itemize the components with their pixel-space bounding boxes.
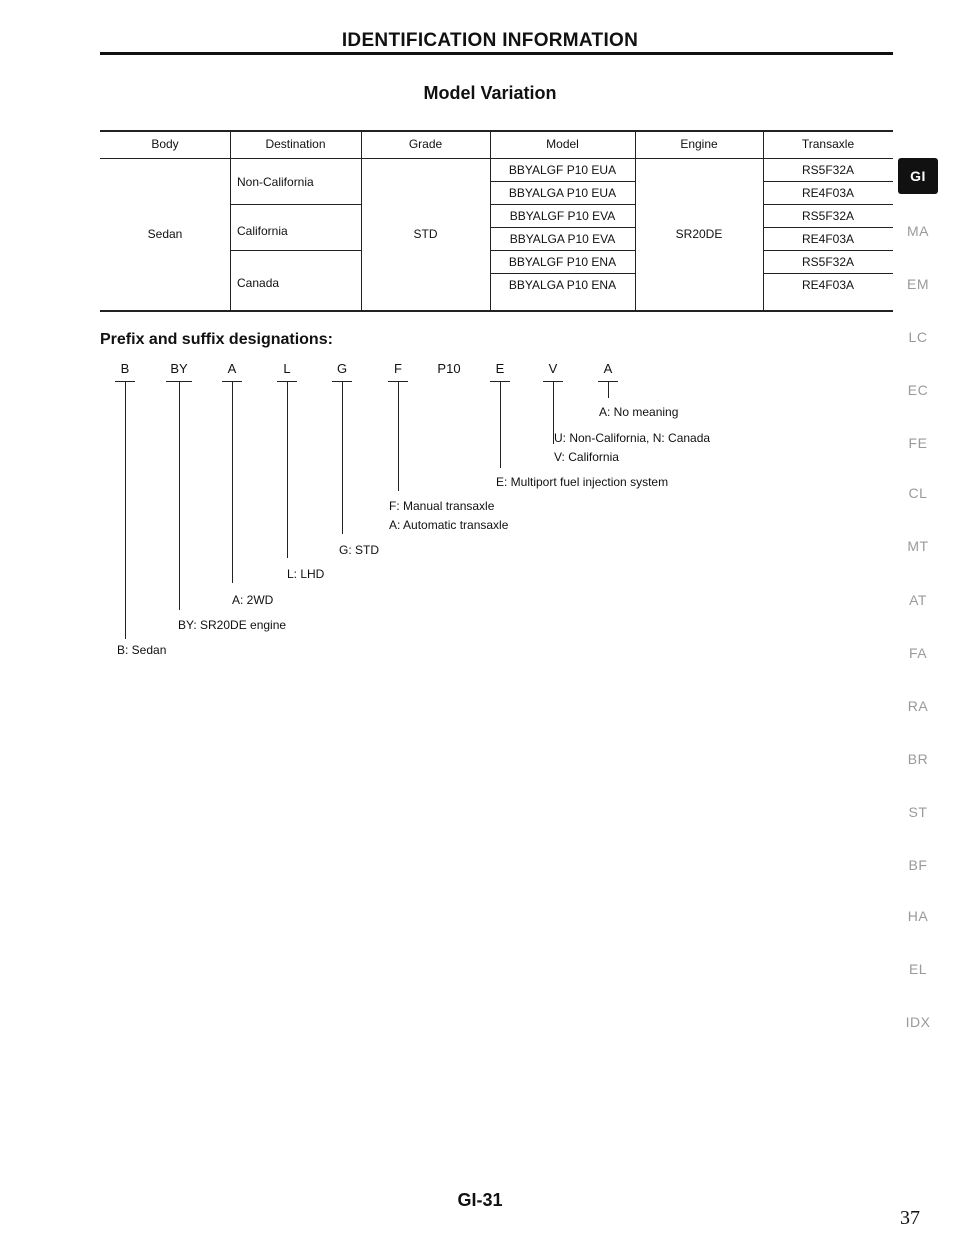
model-cell: BBYALGF P10 EUA (508, 163, 617, 177)
side-tab-fe[interactable]: FE (908, 435, 928, 451)
side-tab-ec[interactable]: EC (907, 382, 929, 398)
table-row-rule (763, 273, 893, 274)
table-row-rule (490, 181, 635, 182)
section-title: Model Variation (423, 83, 557, 103)
code-stem (179, 381, 180, 610)
table-row-rule (763, 250, 893, 251)
code-letter: L (283, 361, 291, 376)
code-letter: V (548, 361, 558, 376)
table-row-rule (763, 181, 893, 182)
page-label: GI-31 (457, 1190, 503, 1210)
code-letter: E (495, 361, 505, 376)
table-header-rule (100, 158, 893, 159)
header-body: Body (151, 137, 179, 151)
table-col-rule (230, 130, 231, 311)
header-transaxle: Transaxle (801, 137, 855, 151)
prefix-suffix-title: Prefix and suffix designations: (100, 331, 333, 348)
page-header-title: IDENTIFICATION INFORMATION (341, 30, 639, 51)
table-bottom-rule (100, 310, 893, 312)
transaxle-cell: RS5F32A (801, 163, 855, 177)
table-row-rule (230, 204, 361, 205)
desc-by: BY: SR20DE engine (178, 618, 287, 632)
destination-cell: California (237, 224, 288, 238)
code-stem (287, 381, 288, 558)
table-row-rule (490, 273, 635, 274)
header-model: Model (546, 137, 579, 151)
side-tab-idx[interactable]: IDX (905, 1014, 931, 1030)
side-tab-ra[interactable]: RA (907, 698, 929, 714)
side-tab-el[interactable]: EL (908, 961, 928, 977)
desc-l: L: LHD (287, 567, 325, 581)
table-col-rule (361, 130, 362, 311)
table-row-rule (490, 227, 635, 228)
desc-a-auto: A: Automatic transaxle (389, 518, 509, 532)
code-letter: A (227, 361, 237, 376)
table-col-rule (635, 130, 636, 311)
model-cell: BBYALGA P10 EUA (508, 186, 617, 200)
code-stem (342, 381, 343, 534)
table-row-rule (490, 250, 635, 251)
desc-a-2wd: A: 2WD (232, 593, 274, 607)
destination-cell: Non-California (237, 175, 314, 189)
transaxle-cell: RE4F03A (801, 186, 855, 200)
desc-a-no-meaning: A: No meaning (599, 405, 679, 419)
desc-v: V: California (554, 450, 619, 464)
side-tab-bf[interactable]: BF (908, 857, 928, 873)
side-tab-ma[interactable]: MA (907, 223, 929, 239)
code-letter: BY (170, 361, 188, 376)
model-cell: BBYALGF P10 ENA (508, 255, 617, 269)
code-letter: P10 (437, 361, 461, 376)
destination-cell: Canada (237, 276, 280, 290)
header-engine: Engine (680, 137, 718, 151)
side-tab-br[interactable]: BR (907, 751, 929, 767)
code-letter: G (336, 361, 348, 376)
code-letter: F (394, 361, 402, 376)
desc-g: G: STD (339, 543, 380, 557)
table-row-rule (763, 227, 893, 228)
side-tab-cl[interactable]: CL (908, 485, 928, 501)
side-tab-st[interactable]: ST (908, 804, 928, 820)
side-tab-fa[interactable]: FA (908, 645, 928, 661)
table-top-rule (100, 130, 893, 132)
desc-f: F: Manual transaxle (389, 499, 495, 513)
side-tab-mt[interactable]: MT (907, 538, 929, 554)
table-row-rule (490, 204, 635, 205)
side-tab-ha[interactable]: HA (907, 908, 929, 924)
transaxle-cell: RS5F32A (801, 209, 855, 223)
body-cell: Sedan (147, 227, 183, 241)
model-cell: BBYALGA P10 ENA (508, 278, 617, 292)
engine-cell: SR20DE (675, 227, 723, 241)
model-cell: BBYALGA P10 EVA (509, 232, 616, 246)
transaxle-cell: RE4F03A (801, 278, 855, 292)
header-grade: Grade (408, 137, 443, 151)
desc-b: B: Sedan (117, 643, 167, 657)
header-destination: Destination (265, 137, 326, 151)
transaxle-cell: RE4F03A (801, 232, 855, 246)
desc-e: E: Multiport fuel injection system (496, 475, 669, 489)
code-stem (125, 381, 126, 639)
header-rule (100, 52, 893, 55)
side-tab-at[interactable]: AT (909, 592, 927, 608)
page-number: 37 (900, 1207, 920, 1229)
table-row-rule (763, 204, 893, 205)
code-stem (232, 381, 233, 583)
code-letter: B (120, 361, 130, 376)
side-tab-em[interactable]: EM (907, 276, 929, 292)
model-variation-table (100, 130, 893, 312)
transaxle-cell: RS5F32A (801, 255, 855, 269)
code-stem (500, 381, 501, 468)
code-letter: A (603, 361, 613, 376)
model-cell: BBYALGF P10 EVA (509, 209, 616, 223)
code-stem (608, 381, 609, 398)
side-tab-lc[interactable]: LC (908, 329, 928, 345)
desc-u-n: U: Non-California, N: Canada (554, 431, 711, 445)
side-tab-gi[interactable]: GI (898, 158, 938, 194)
code-stem (398, 381, 399, 491)
table-row-rule (230, 250, 361, 251)
grade-cell: STD (413, 227, 438, 241)
